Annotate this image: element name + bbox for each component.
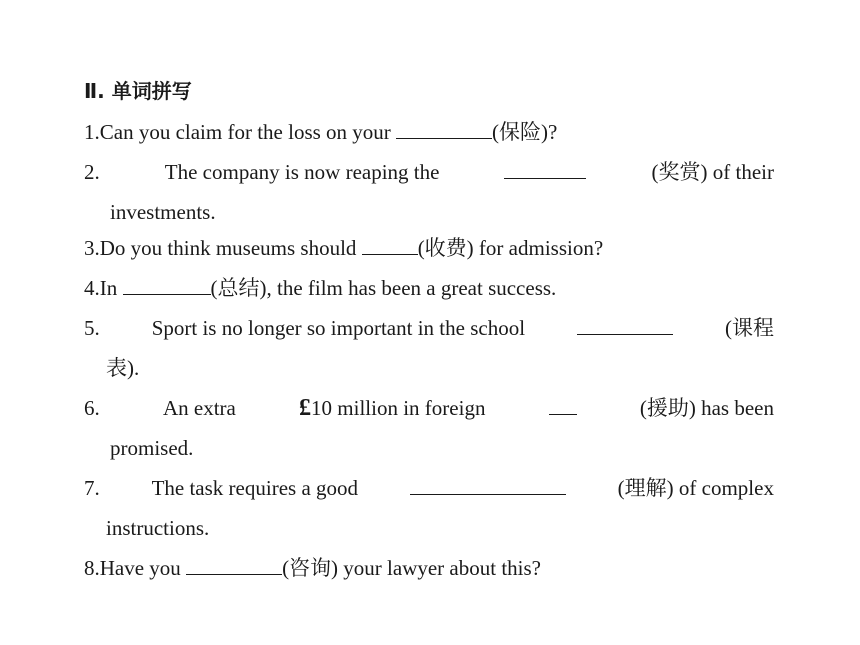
question-text: The task requires a good [151, 476, 359, 500]
answer-blank[interactable] [410, 474, 566, 495]
hint-text: (总结), the film has been a great success. [210, 276, 557, 300]
question-7 [84, 474, 774, 502]
pound-sign: £ [299, 395, 312, 421]
question-number: 5. [84, 316, 100, 340]
question-number: 8. [84, 556, 100, 580]
question-2 [84, 158, 774, 186]
question-7-continued: instructions. [106, 516, 210, 540]
hint-text: (奖赏) of their [651, 160, 774, 184]
question-number: 6. [84, 396, 100, 420]
question-4 [84, 274, 556, 302]
hint-text: (咨询) your lawyer about this? [282, 556, 541, 580]
question-6-continued: promised. [110, 436, 194, 460]
question-8 [84, 554, 541, 582]
question-number: 3. [84, 236, 100, 260]
answer-blank[interactable] [362, 234, 418, 255]
question-text: An extra [162, 396, 236, 420]
question-3 [84, 234, 603, 262]
answer-blank[interactable] [396, 118, 492, 139]
question-2-continued: investments. [110, 200, 216, 224]
question-6 [84, 394, 774, 422]
question-text: Sport is no longer so important in the school [151, 316, 526, 340]
answer-blank[interactable] [577, 314, 673, 335]
answer-blank[interactable] [549, 394, 577, 415]
question-1 [84, 118, 557, 146]
hint-text: (理解) of complex [617, 476, 774, 500]
hint-text: (保险)? [492, 120, 558, 144]
question-5 [84, 314, 774, 342]
answer-blank[interactable] [186, 554, 282, 575]
question-number: 4. [84, 276, 100, 300]
question-number: 7. [84, 476, 100, 500]
exercise-title: Ⅱ. 单词拼写 [84, 79, 192, 103]
answer-blank[interactable] [504, 158, 586, 179]
question-text: In [99, 276, 118, 300]
question-text: Do you think museums should [99, 236, 357, 260]
hint-text: (收费) for admission? [417, 236, 604, 260]
hint-text: (课程 [724, 316, 774, 340]
question-text: The company is now reaping the [164, 160, 440, 184]
question-number: 2. [84, 160, 100, 184]
question-number: 1. [84, 120, 100, 144]
hint-text: (援助) has been [639, 396, 774, 420]
question-text-2: 10 million in foreign [311, 396, 486, 420]
answer-blank[interactable] [123, 274, 211, 295]
question-text: Have you [99, 556, 181, 580]
question-5-continued: 表). [106, 356, 140, 380]
question-text: Can you claim for the loss on your [99, 120, 391, 144]
